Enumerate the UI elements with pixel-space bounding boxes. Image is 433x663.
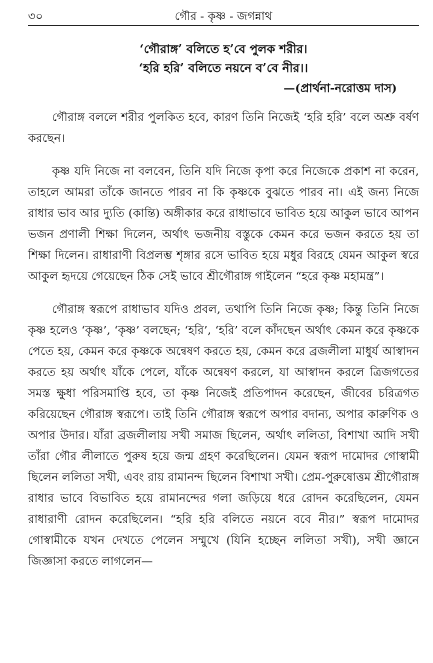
header-rule — [28, 25, 419, 26]
paragraph: কৃষ্ণ যদি নিজে না বলবেন, তিনি যদি নিজে কৃপা করে নিজেকে প্রকাশ না করেন, তাহলে আমরা তাঁকে জানতে পারব না কি কৃষ্ণকে বুঝতে পারব না। এই জন্য নিজে রাধার ভাব আর দ্যুতি (কান্তি) অঙ্গীকার করে রাধাভাবে ভাবিত হয়ে আকুল ভাবে আপন ভজন প্রণালী শিক্ষা দিলেন, অর্থাৎ ভজনীয় বস্তুকে কেমন করে ভজন করতে হয় তা শিক্ষা দিলেন। রাধারাণী বিপ্রলম্ভ শৃঙ্গার রসে ভাবিত হয়ে মধুর বিরহে যেমন আকুল স্বরে আকুল হৃদয়ে গেয়েছেন ঠিক সেই ভাবে শ্রীগৌরাঙ্গ গাইলেন “হরে কৃষ্ণ মহামন্ত্র”। — [28, 164, 419, 283]
page-number: ৩০ — [28, 9, 43, 23]
verse-line: ‘গৌরাঙ্গ’ বলিতে হ’বে পুলক শরীর। — [139, 42, 308, 56]
verse-block — [28, 40, 419, 78]
verse-attribution: —(প্রার্থনা-নরোত্তম দাস) — [283, 81, 397, 95]
running-title: গৌর - কৃষ্ণ - জগন্নাথ — [174, 9, 273, 23]
verse-line: ‘হরি হরি’ বলিতে নয়নে ব’বে নীর।। — [138, 61, 309, 75]
paragraph: গৌরাঙ্গ বললে শরীর পুলকিত হবে, কারণ তিনি নিজেই ‘হরি হরি’ বলে অশ্রু বর্ষণ করছেন। — [28, 110, 419, 145]
running-header — [28, 6, 419, 24]
paragraph: গৌরাঙ্গ স্বরূপে রাধাভাব যদিও প্রবল, তথাপি তিনি নিজে কৃষ্ণ; কিন্তু তিনি নিজে কৃষ্ণ হলেও ‘কৃষ্ণ’, ‘কৃষ্ণ’ বলছেন; ‘হরি’, ‘হরি’ বলে কাঁদছেন অর্থাৎ কেমন করে কৃষ্ণকে পেতে হয়, কেমন করে কৃষ্ণকে অন্বেষণ করতে হয়, কেমন করে ব্রজলীলা মাধুর্য আস্বাদন করতে হয় অর্থাৎ যাঁকে পেলে, যাঁকে অন্বেষণ করলে, যা আস্বাদন করলে ত্রিজগতের সমস্ত ক্ষুধা পরিসমাপ্তি হবে, তা কৃষ্ণ নিজেই প্রতিপাদন করেছেন, জীবের চরিত্রগত করিয়েছেন গৌরাঙ্গ স্বরূপে। তাই তিনি গৌরাঙ্গ স্বরূপে অপার বদান্য, অপার কারুণিক ও অপার উদার। যাঁরা ব্রজলীলায় সখী সমাজ ছিলেন, অর্থাৎ ললিতা, বিশাখা আদি সখী তাঁরা গৌর লীলাতে পুরুষ হয়ে জন্ম গ্রহণ করেছিলেন। যেমন স্বরূপ দামোদর গোস্বামী ছিলেন ললিতা সখী, এবং রায় রামানন্দ ছিলেন বিশাখা সখী। প্রেম-পুরুষোত্তম শ্রীগৌরাঙ্গ রাধার ভাবে বিভাবিত হয়ে রামানন্দের গলা জড়িয়ে ধরে রোদন করেছিলেন, যেমন রাধারাণী রোদন করেছিলেন। “হরি হরি বলিতে নয়নে ববে নীর।” স্বরূপ দামোদর গোস্বামীকে যখন দেখতে পেলেন সম্মুখে (যিনি হচ্ছেন ললিতা সখী), সখী জ্ঞানে জিজ্ঞাসা করতে লাগলেন— — [28, 302, 419, 568]
